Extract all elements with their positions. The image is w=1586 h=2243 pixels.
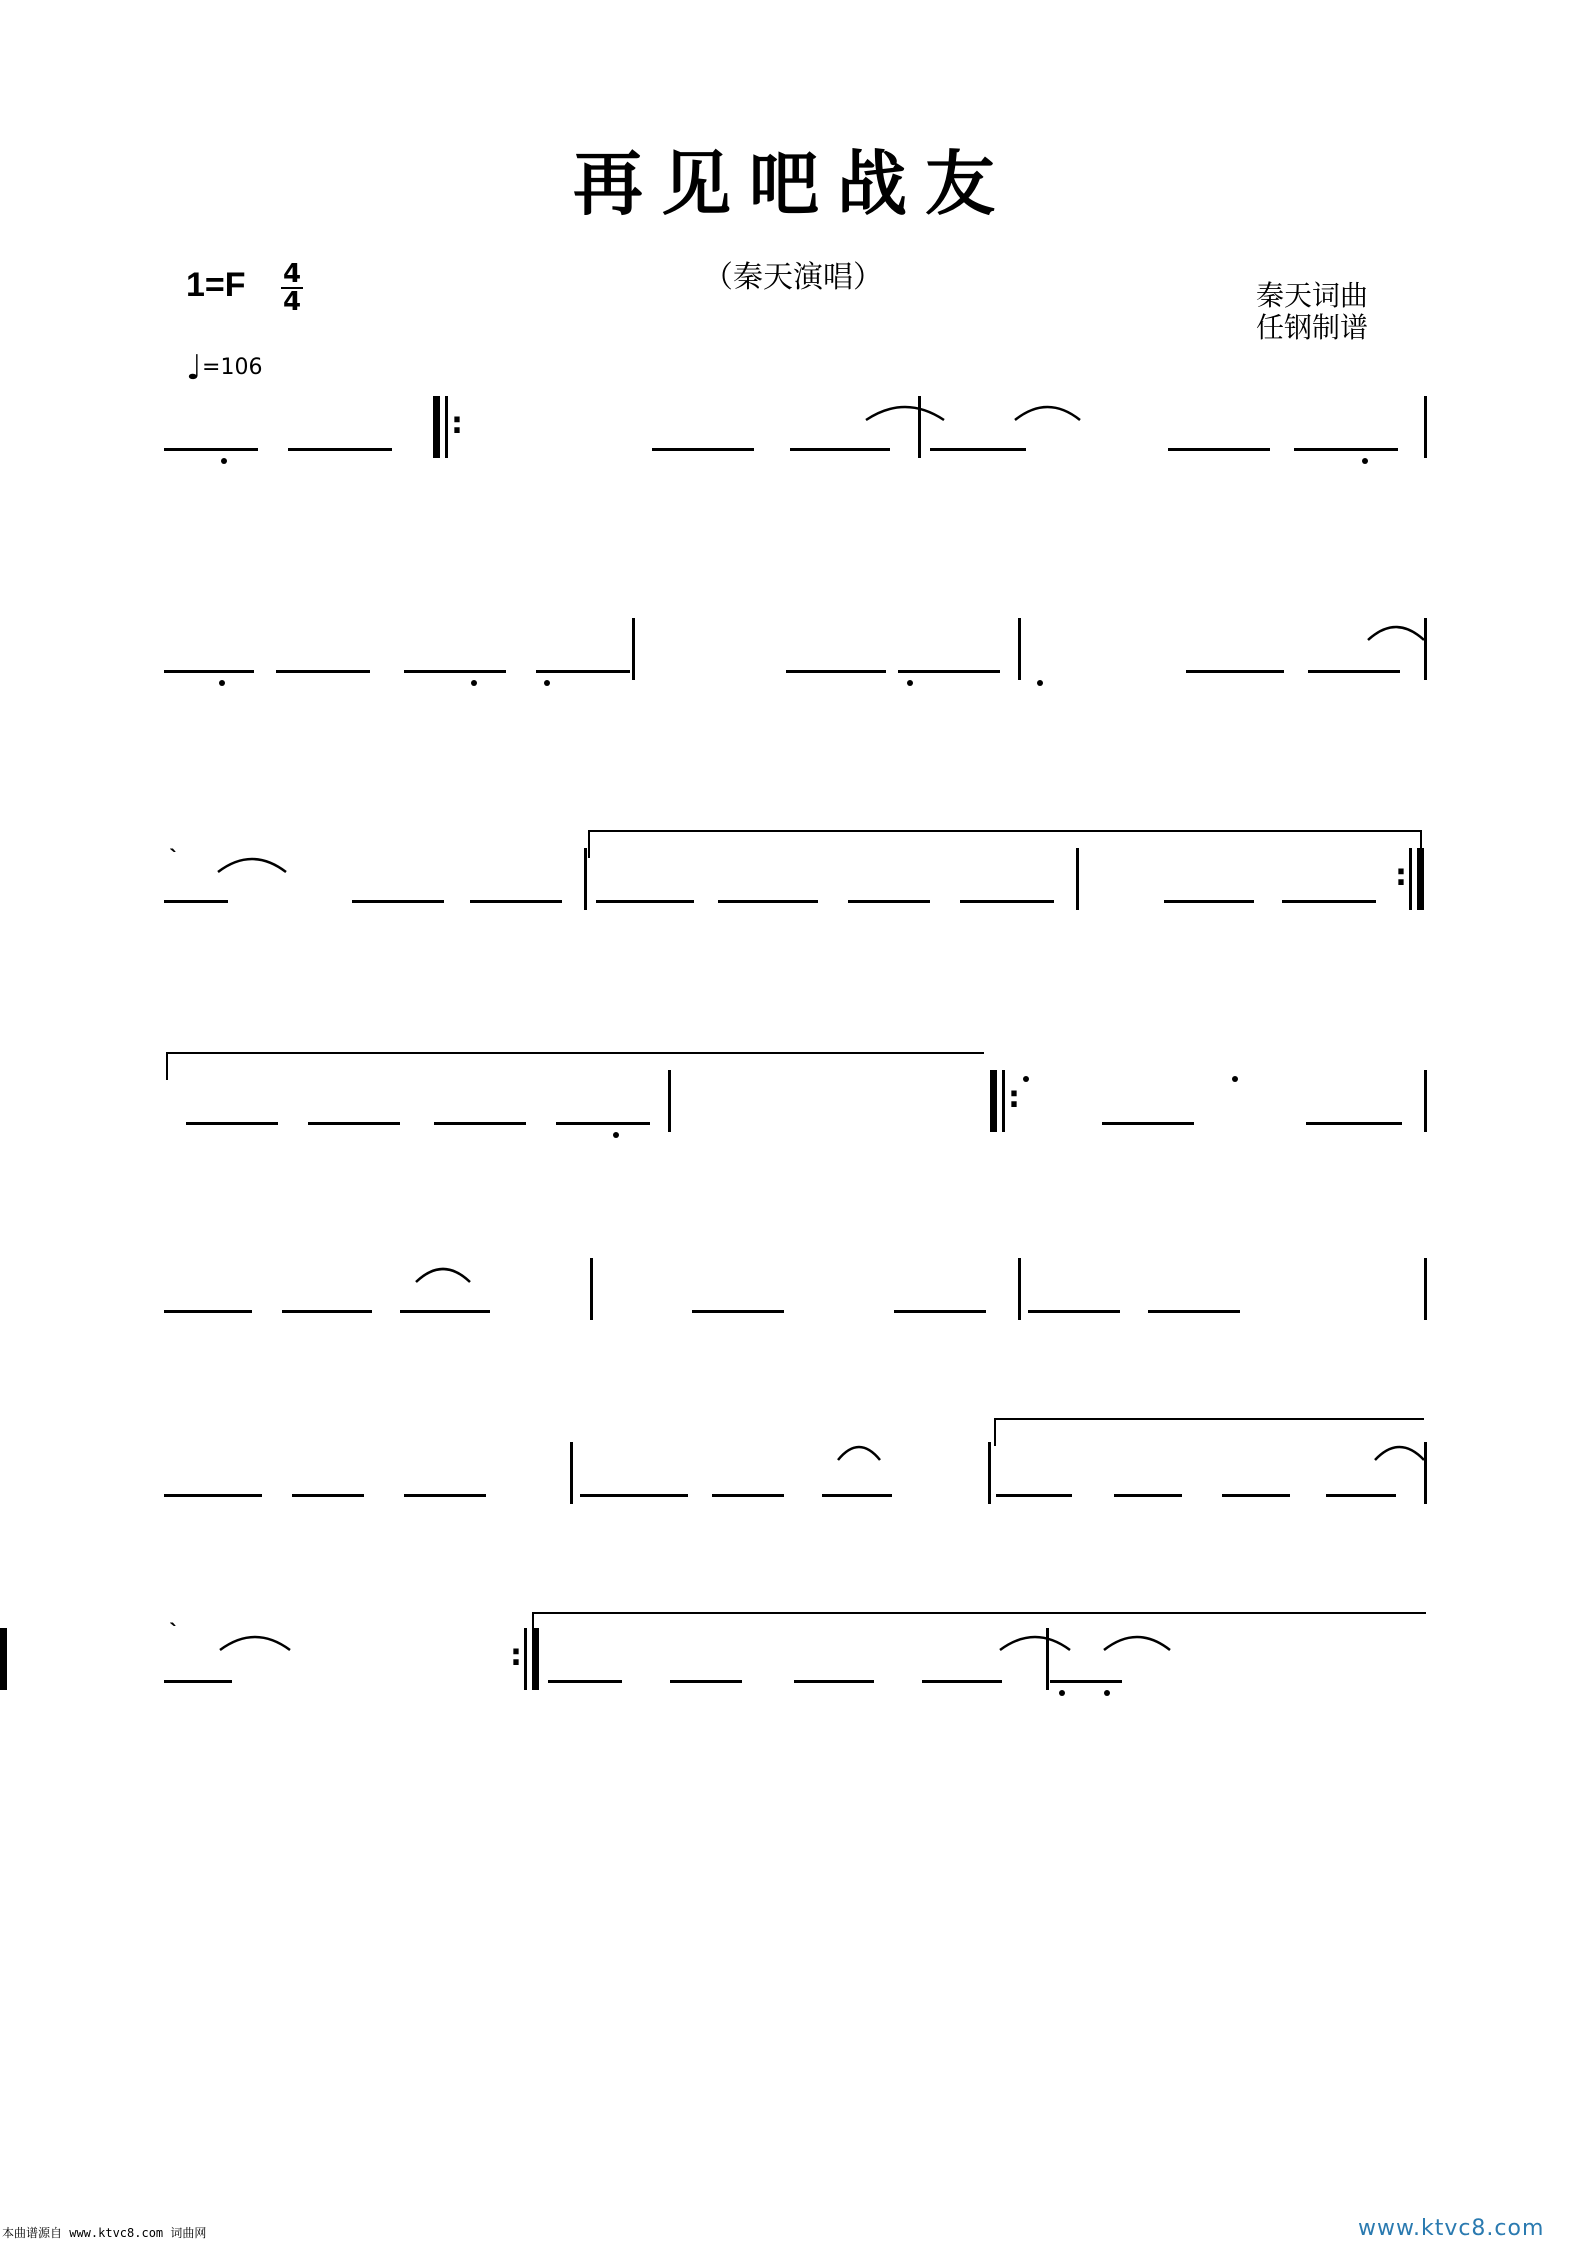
- footer-source: 本曲谱源自 www.ktvc8.com 词曲网: [2, 2226, 207, 2240]
- final-bar-thick: [0, 1628, 7, 1690]
- slur-mark: [220, 1630, 290, 1654]
- slur-mark: [416, 1262, 470, 1286]
- rhythm-underline: [276, 670, 370, 673]
- repeat-end-dots: :: [1395, 858, 1407, 893]
- credit-composer: 秦天词曲: [1256, 279, 1369, 312]
- rhythm-underline: [1114, 1494, 1182, 1497]
- rhythm-underline: [1096, 1680, 1122, 1683]
- barline: [1018, 1258, 1021, 1320]
- rhythm-underline: [404, 670, 506, 673]
- footer-watermark: www.ktvc8.com: [1358, 2216, 1545, 2241]
- barline: [584, 848, 587, 910]
- song-title: 再见吧战友: [573, 142, 1013, 225]
- volta-bracket: [994, 1418, 1424, 1446]
- note-dot-above: [1232, 1076, 1238, 1082]
- rhythm-underline: [786, 670, 886, 673]
- rhythm-underline: [1168, 448, 1270, 451]
- rhythm-underline: [898, 670, 1000, 673]
- rhythm-underline: [996, 1494, 1072, 1497]
- note-dot-below: [221, 458, 227, 464]
- key-signature: 1=F: [186, 266, 246, 304]
- barline: [988, 1442, 991, 1504]
- slur-mark: [218, 852, 286, 876]
- note-dot-below: [219, 680, 225, 686]
- rhythm-underline: [186, 1122, 278, 1125]
- slur-mark: [1104, 1630, 1170, 1654]
- rhythm-underline: [1326, 1494, 1396, 1497]
- rhythm-underline: [288, 448, 392, 451]
- note-dot-below: [1037, 680, 1043, 686]
- repeat-start-dots: :: [1008, 1080, 1020, 1115]
- rhythm-underline: [718, 900, 818, 903]
- rhythm-underline: [960, 900, 1054, 903]
- rhythm-underline: [1306, 1122, 1402, 1125]
- repeat-start-thick: [990, 1070, 997, 1132]
- rhythm-underline: [282, 1310, 372, 1313]
- rhythm-underline: [922, 1680, 1002, 1683]
- rhythm-underline: [1164, 900, 1254, 903]
- rhythm-underline: [596, 900, 694, 903]
- barline: [1424, 618, 1427, 680]
- rhythm-underline: [556, 1122, 650, 1125]
- rhythm-underline: [1294, 448, 1398, 451]
- note-dot-below: [544, 680, 550, 686]
- slur-mark: [1375, 1440, 1424, 1464]
- rhythm-underline: [894, 1310, 986, 1313]
- volta-bracket: [166, 1052, 984, 1080]
- rhythm-underline: [652, 448, 754, 451]
- rhythm-underline: [470, 900, 562, 903]
- rhythm-underline: [400, 1310, 490, 1313]
- slur-mark: [1015, 400, 1080, 424]
- rhythm-underline: [692, 1310, 784, 1313]
- rhythm-underline: [1028, 1310, 1120, 1313]
- rhythm-underline: [670, 1680, 742, 1683]
- slur-mark: [838, 1440, 880, 1464]
- repeat-end-thin: [524, 1628, 527, 1690]
- repeat-start-thin: [445, 396, 448, 458]
- rhythm-underline: [536, 670, 630, 673]
- rhythm-underline: [848, 900, 930, 903]
- volta-bracket: [588, 830, 1422, 858]
- quarter-note-icon: ♩: [186, 348, 203, 388]
- rhythm-underline: [352, 900, 444, 903]
- rhythm-underline: [292, 1494, 364, 1497]
- time-signature: [280, 259, 304, 317]
- rhythm-underline: [308, 1122, 400, 1125]
- note-dot-below: [471, 680, 477, 686]
- note-dot-below: [907, 680, 913, 686]
- rhythm-underline: [822, 1494, 892, 1497]
- barline: [632, 618, 635, 680]
- repeat-end-dots: :: [510, 1638, 522, 1673]
- rhythm-underline: [164, 1310, 252, 1313]
- barline: [1018, 618, 1021, 680]
- time-signature-top: 4: [282, 259, 302, 289]
- rhythm-underline: [1308, 670, 1400, 673]
- barline: [1424, 1442, 1427, 1504]
- barline: [1424, 1258, 1427, 1320]
- rhythm-underline: [1222, 1494, 1290, 1497]
- breath-mark: `: [169, 845, 177, 870]
- slur-mark: [866, 400, 944, 424]
- rhythm-underline: [624, 1494, 688, 1497]
- rhythm-underline: [1186, 670, 1284, 673]
- rhythm-underline: [794, 1680, 874, 1683]
- repeat-start-thin: [1002, 1070, 1005, 1132]
- rhythm-underline: [434, 1122, 526, 1125]
- rhythm-underline: [204, 1494, 262, 1497]
- note-dot-below: [1104, 1690, 1110, 1696]
- rhythm-underline: [1102, 1122, 1194, 1125]
- tempo-value: =106: [202, 355, 263, 380]
- rhythm-underline: [404, 1494, 486, 1497]
- note-dot-above: [1023, 1076, 1029, 1082]
- rhythm-underline: [790, 448, 890, 451]
- slur-mark: [1000, 1630, 1070, 1654]
- note-dot-below: [1059, 1690, 1065, 1696]
- credit-transcriber: 任钢制谱: [1256, 311, 1369, 344]
- rhythm-underline: [930, 448, 1026, 451]
- note-dot-below: [1362, 458, 1368, 464]
- time-signature-bottom: 4: [282, 287, 302, 317]
- note-dot-below: [613, 1132, 619, 1138]
- rhythm-underline: [164, 670, 254, 673]
- rhythm-underline: [712, 1494, 784, 1497]
- repeat-start-dots: :: [451, 406, 463, 441]
- breath-mark: `: [169, 1619, 177, 1644]
- rhythm-underline: [164, 1680, 232, 1683]
- volta-bracket: [532, 1612, 1426, 1640]
- rhythm-underline: [1282, 900, 1376, 903]
- rhythm-underline: [164, 448, 258, 451]
- barline: [1424, 396, 1427, 458]
- rhythm-underline: [164, 900, 228, 903]
- barline: [570, 1442, 573, 1504]
- repeat-start-thick: [433, 396, 440, 458]
- slur-mark: [1368, 620, 1424, 644]
- singer-note: （秦天演唱）: [703, 260, 883, 295]
- barline: [1424, 1070, 1427, 1132]
- rhythm-underline: [1148, 1310, 1240, 1313]
- rhythm-underline: [548, 1680, 622, 1683]
- tempo-mark: [186, 348, 262, 388]
- barline: [590, 1258, 593, 1320]
